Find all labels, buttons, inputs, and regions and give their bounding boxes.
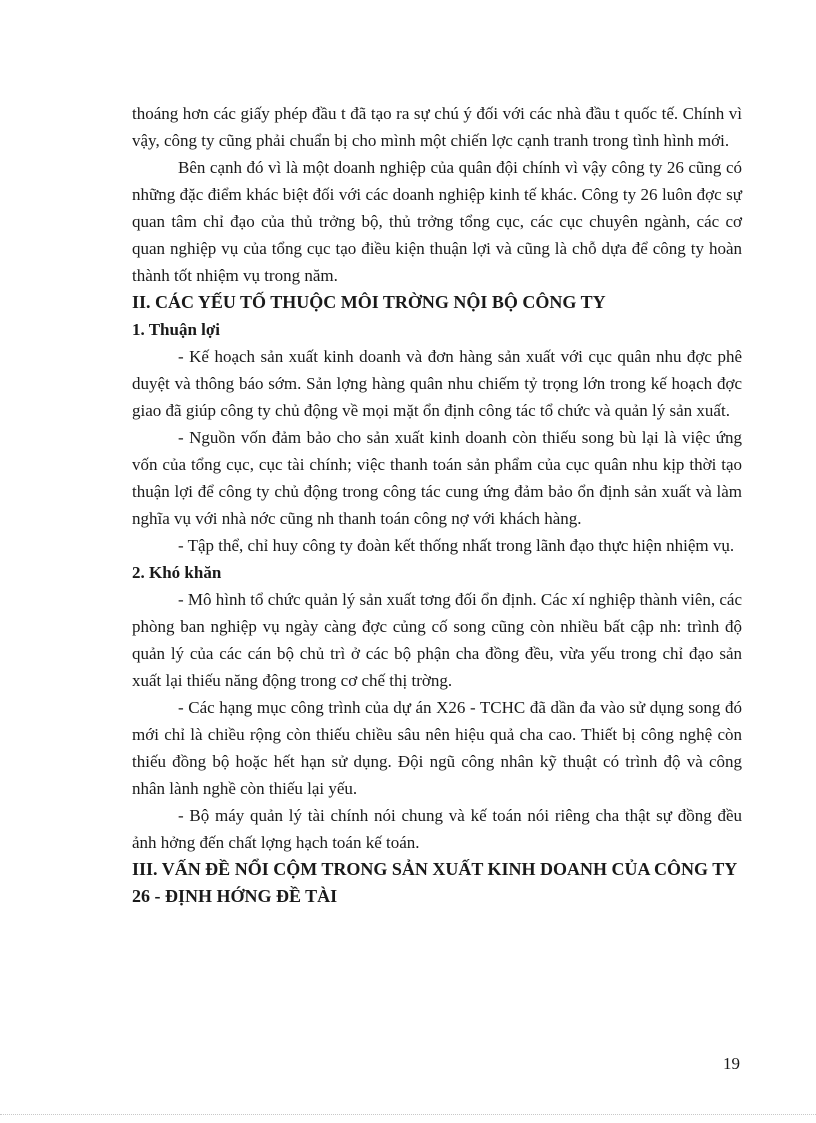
- paragraph-difficulty-finance: - Bộ máy quản lý tài chính nói chung và kế toán nói riêng cha thật sự đồng đều ảnh hởng đến chất lợng hạch toán kế toán.: [132, 806, 742, 852]
- subheading-advantages: 1. Thuận lợi: [132, 320, 221, 339]
- paragraph-difficulty-organization: - Mô hình tổ chức quản lý sản xuất tơng đối ổn định. Các xí nghiệp thành viên, các phòng ban nghiệp vụ ngày càng đợc củng cố song cũng còn nhiều bất cập nh: trình độ quản lý của các cán bộ chủ trì ở các bộ phận cha đồng đều, vừa yếu trong chỉ đạo sản xuất lại thiếu năng động trong cơ chế thị trờng.: [132, 590, 742, 690]
- subheading-difficulties: 2. Khó khăn: [132, 563, 222, 582]
- paragraph-advantage-leadership: - Tập thể, chỉ huy công ty đoàn kết thống nhất trong lãnh đạo thực hiện nhiệm vụ.: [178, 536, 735, 555]
- paragraph-military-enterprise: Bên cạnh đó vì là một doanh nghiệp của quân đội chính vì vậy công ty 26 cũng có những đặc điểm khác biệt đối với các doanh nghiệp kinh tế khác. Công ty 26 luôn đợc sự quan tâm chỉ đạo của thủ trởng bộ, thủ trởng tổng cục, các cục chuyên ngành, các cơ quan nghiệp vụ của tổng cục tạo điều kiện thuận lợi và cũng là chỗ dựa để công ty hoàn thành tốt nhiệm vụ trong năm.: [132, 158, 742, 285]
- paragraph-advantage-capital: - Nguồn vốn đảm bảo cho sản xuất kinh doanh còn thiếu song bù lại là việc ứng vốn của tổng cục, cục tài chính; việc thanh toán sản phẩm của cục quân nhu kịp thời tạo thuận lợi để công ty chủ động trong công tác cung ứng đảm bảo ổn định sản xuất và làm nghĩa vụ với nhà nớc cũng nh thanh toán công nợ với khách hàng.: [132, 428, 742, 528]
- document-body: [132, 100, 742, 910]
- paragraph-continued: thoáng hơn các giấy phép đầu t đã tạo ra sự chú ý đối với các nhà đầu t quốc tế. Chính vì vậy, công ty cũng phải chuẩn bị cho mình một chiến lợc cạnh tranh trong tình hình mới.: [132, 104, 742, 150]
- paragraph-advantage-plan: - Kế hoạch sản xuất kinh doanh và đơn hàng sản xuất với cục quân nhu đợc phê duyệt và thông báo sớm. Sản lợng hàng quân nhu chiếm tỷ trọng lớn trong kế hoạch đợc giao đã giúp công ty chủ động về mọi mặt ổn định công tác tổ chức và quản lý sản xuất.: [132, 347, 742, 420]
- page-bottom-divider: [0, 1114, 816, 1115]
- paragraph-difficulty-project: - Các hạng mục công trình của dự án X26 - TCHC đã dần đa vào sử dụng song đó mới chỉ là chiều rộng còn thiếu chiều sâu nên hiệu quả cha cao. Thiết bị công nghệ còn thiếu đồng bộ hoặc hết hạn sử dụng. Đội ngũ công nhân kỹ thuật có trình độ và công nhân lành nghề còn thiếu lại yếu.: [132, 698, 742, 798]
- section-heading-internal-environment: II. CÁC YẾU TỐ THUỘC MÔI TRỜNG NỘI BỘ CÔNG TY: [132, 292, 606, 312]
- section-heading-issues: III. VẤN ĐỀ NỔI CỘM TRONG SẢN XUẤT KINH DOANH CỦA CÔNG TY 26 - ĐỊNH HỚNG ĐỀ TÀI: [132, 859, 737, 906]
- page-number: 19: [723, 1054, 740, 1073]
